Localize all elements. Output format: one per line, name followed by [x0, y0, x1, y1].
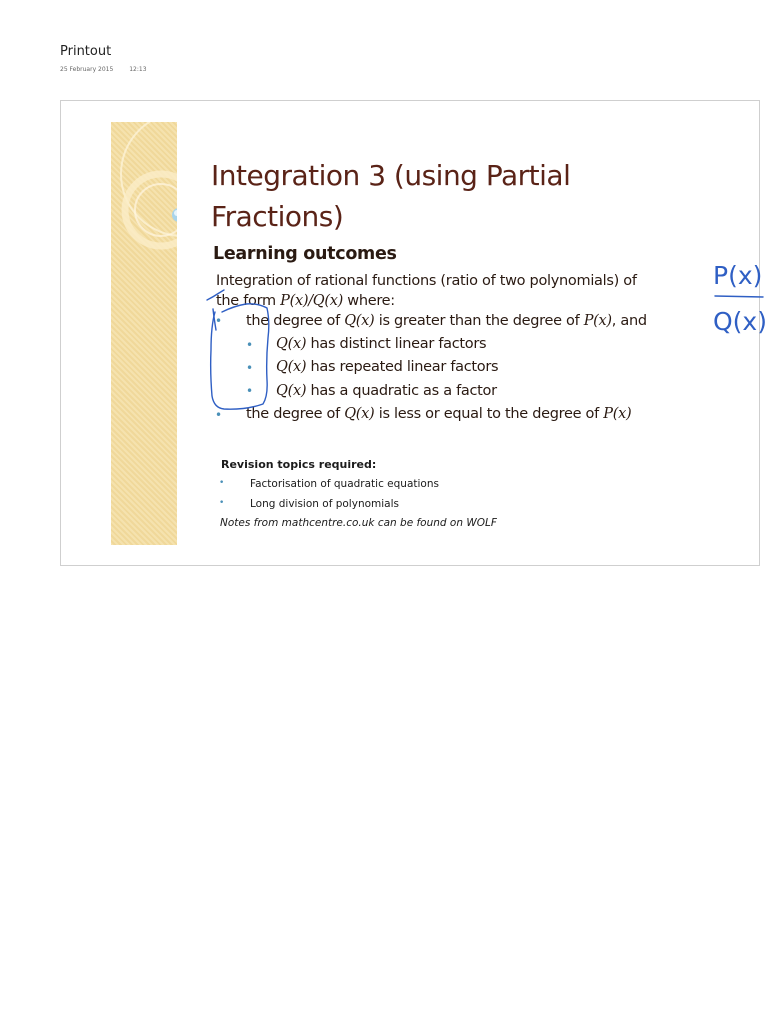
outcome-text: is less or equal to the degree of	[378, 406, 599, 422]
outcome-text: has repeated linear factors	[310, 359, 499, 375]
bullet-dot: •	[215, 314, 223, 328]
ink-denominator: Q(x)	[713, 307, 767, 336]
intro-suffix: where:	[347, 293, 395, 309]
slide-title-line-2: Fractions)	[211, 200, 344, 233]
outcome-math: Q(x)	[344, 406, 375, 422]
revision-item: Factorisation of quadratic equations	[250, 478, 439, 490]
bullet-dot: •	[219, 478, 225, 488]
printout-time: 12:13	[129, 66, 147, 73]
intro-line-1: Integration of rational functions (ratio of two polynomials) of	[216, 273, 637, 289]
bullet-dot: •	[246, 384, 254, 398]
outcome-math: Q(x)	[344, 313, 375, 329]
outcome-math: P(x)	[603, 406, 632, 422]
printout-title: Printout	[60, 44, 112, 59]
bullet-dot: •	[246, 338, 254, 352]
outcome-text: has distinct linear factors	[310, 336, 487, 352]
intro-math: P(x)/Q(x)	[280, 293, 343, 309]
outcome-math: Q(x)	[276, 336, 307, 352]
ink-bracket	[211, 304, 269, 409]
ink-fraction-bar	[715, 296, 763, 297]
ink-tick	[207, 290, 224, 300]
learning-outcomes-heading: Learning outcomes	[213, 244, 397, 264]
intro-prefix: the form	[216, 293, 276, 309]
outcome-text: , and	[611, 313, 647, 329]
outcome-text: the degree of	[246, 313, 340, 329]
printout-date: 25 February 2015	[60, 66, 114, 73]
outcome-math: Q(x)	[276, 359, 307, 375]
revision-heading: Revision topics required:	[221, 458, 377, 471]
slide-title-line-1: Integration 3 (using Partial	[211, 159, 571, 192]
bullet-dot: •	[246, 361, 254, 375]
ink-numerator: P(x)	[713, 261, 763, 290]
outcome-text: has a quadratic as a factor	[310, 383, 497, 399]
outcome-text: the degree of	[246, 406, 340, 422]
revision-item: Long division of polynomials	[250, 498, 399, 510]
outcome-text: is greater than the degree of	[378, 313, 580, 329]
outcome-math: P(x)	[583, 313, 612, 329]
revision-note: Notes from mathcentre.co.uk can be found on WOLF	[220, 517, 497, 529]
outcome-math: Q(x)	[276, 383, 307, 399]
bullet-dot: •	[215, 408, 223, 422]
bullet-dot: •	[219, 498, 225, 508]
